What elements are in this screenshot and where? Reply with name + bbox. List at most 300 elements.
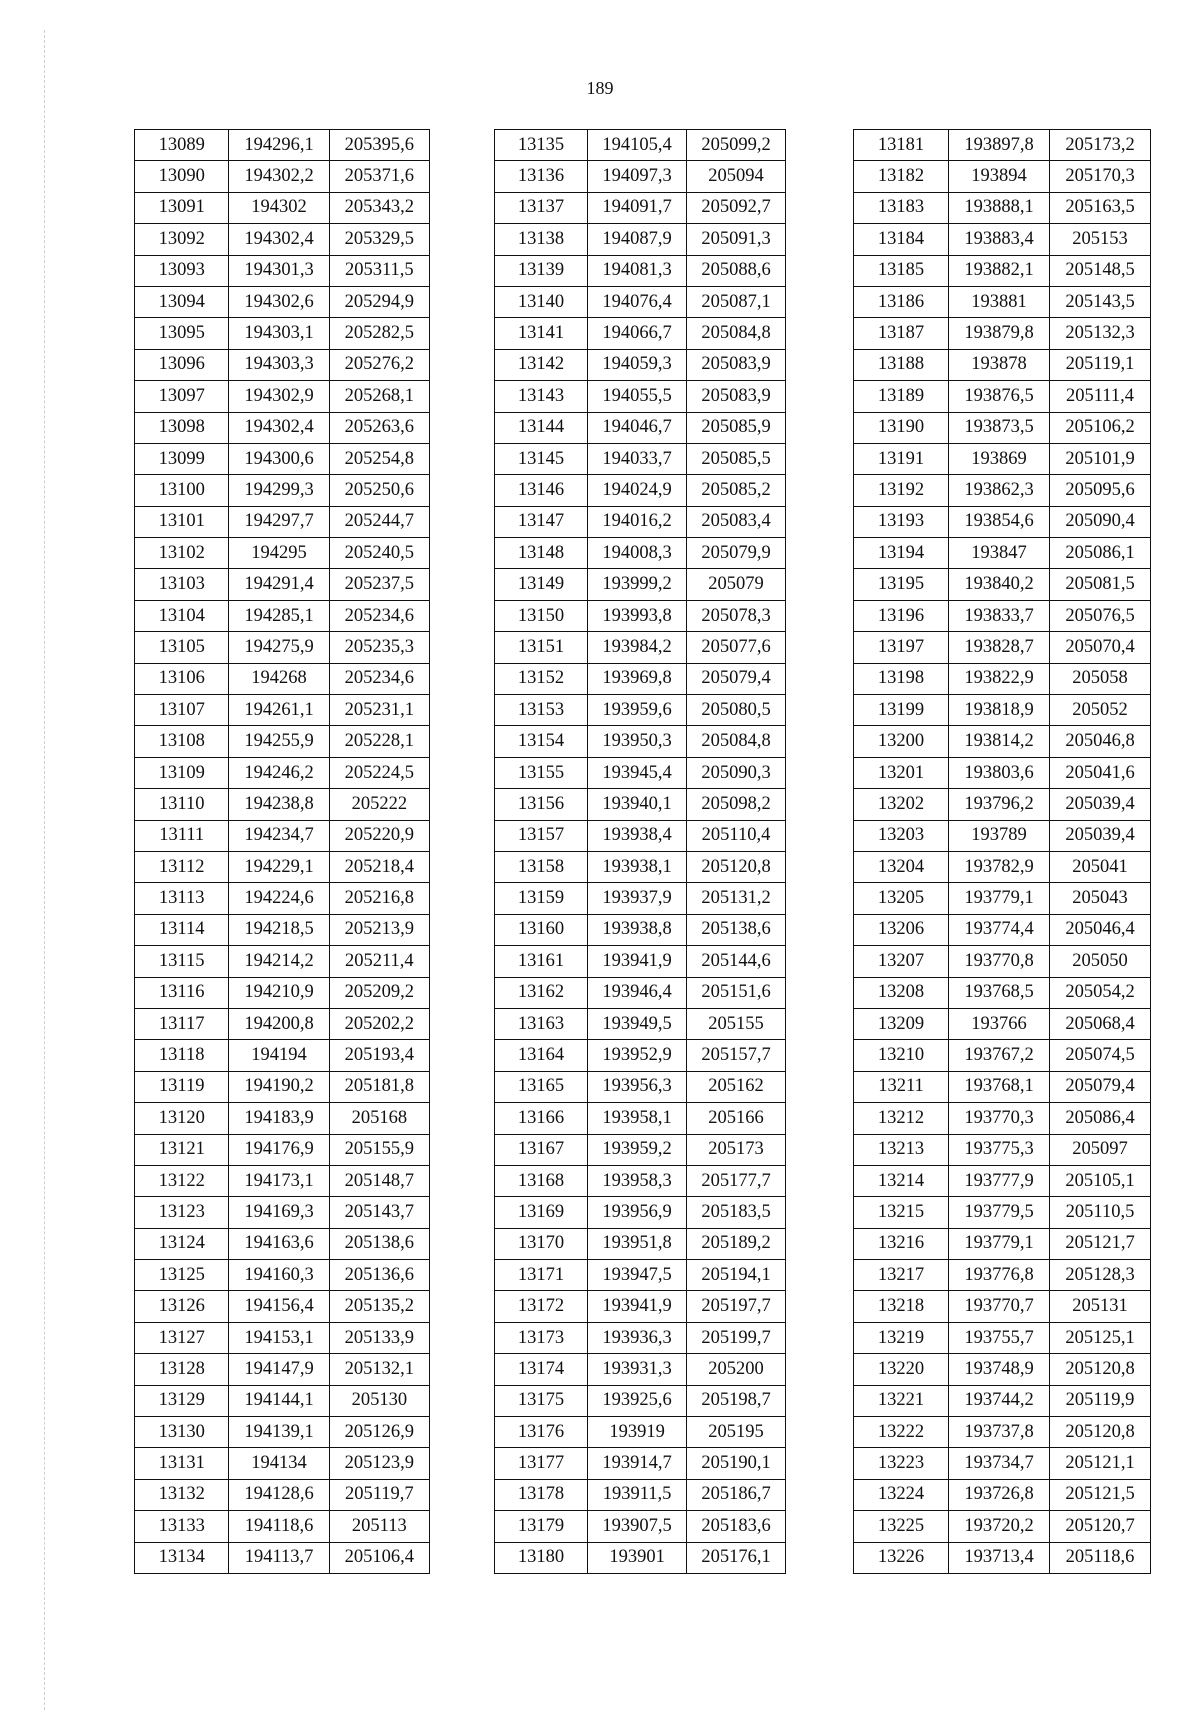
y-coordinate-cell: 205086,4	[1050, 1103, 1151, 1134]
table-row	[135, 851, 430, 882]
table-row	[495, 318, 786, 349]
table-row	[135, 600, 430, 631]
y-coordinate-cell: 205113	[329, 1511, 429, 1542]
x-coordinate-cell: 193833,7	[949, 600, 1050, 631]
table-row	[135, 443, 430, 474]
point-number-cell: 13132	[135, 1479, 229, 1510]
point-number-cell: 13127	[135, 1322, 229, 1353]
table-row	[495, 255, 786, 286]
table-row	[135, 695, 430, 726]
y-coordinate-cell: 205166	[687, 1103, 786, 1134]
y-coordinate-cell: 205119,1	[1050, 349, 1151, 380]
point-number-cell: 13179	[495, 1511, 588, 1542]
point-number-cell: 13204	[854, 851, 949, 882]
y-coordinate-cell: 205092,7	[687, 192, 786, 223]
point-number-cell: 13185	[854, 255, 949, 286]
x-coordinate-cell: 194156,4	[229, 1291, 329, 1322]
table-row	[495, 1354, 786, 1385]
y-coordinate-cell: 205395,6	[329, 130, 429, 161]
table-row	[495, 1008, 786, 1039]
table-row	[854, 1448, 1151, 1479]
y-coordinate-cell: 205268,1	[329, 381, 429, 412]
table-row	[854, 1417, 1151, 1448]
table-row	[495, 695, 786, 726]
point-number-cell: 13094	[135, 286, 229, 317]
table-row	[854, 632, 1151, 663]
table-row	[495, 632, 786, 663]
point-number-cell: 13188	[854, 349, 949, 380]
y-coordinate-cell: 205170,3	[1050, 161, 1151, 192]
point-number-cell: 13176	[495, 1417, 588, 1448]
x-coordinate-cell: 194160,3	[229, 1260, 329, 1291]
point-number-cell: 13134	[135, 1542, 229, 1573]
y-coordinate-cell: 205079,4	[1050, 1071, 1151, 1102]
table-row	[495, 600, 786, 631]
x-coordinate-cell: 194194	[229, 1040, 329, 1071]
point-number-cell: 13216	[854, 1228, 949, 1259]
point-number-cell: 13201	[854, 757, 949, 788]
table-row	[854, 161, 1151, 192]
table-row	[854, 726, 1151, 757]
table-row	[135, 381, 430, 412]
y-coordinate-cell: 205199,7	[687, 1322, 786, 1353]
table-row	[854, 789, 1151, 820]
x-coordinate-cell: 194296,1	[229, 130, 329, 161]
y-coordinate-cell: 205157,7	[687, 1040, 786, 1071]
y-coordinate-cell: 205099,2	[687, 130, 786, 161]
coordinates-table-3	[853, 129, 1151, 1574]
x-coordinate-cell: 193919	[588, 1417, 687, 1448]
point-number-cell: 13205	[854, 883, 949, 914]
y-coordinate-cell: 205250,6	[329, 475, 429, 506]
table-row	[495, 1103, 786, 1134]
y-coordinate-cell: 205198,7	[687, 1385, 786, 1416]
y-coordinate-cell: 205209,2	[329, 977, 429, 1008]
table-row	[495, 914, 786, 945]
y-coordinate-cell: 205276,2	[329, 349, 429, 380]
y-coordinate-cell: 205101,9	[1050, 443, 1151, 474]
table-row	[495, 1417, 786, 1448]
table-row	[495, 1322, 786, 1353]
point-number-cell: 13125	[135, 1260, 229, 1291]
y-coordinate-cell: 205294,9	[329, 286, 429, 317]
point-number-cell: 13111	[135, 820, 229, 851]
point-number-cell: 13102	[135, 538, 229, 569]
y-coordinate-cell: 205039,4	[1050, 820, 1151, 851]
point-number-cell: 13212	[854, 1103, 949, 1134]
table-row	[854, 1103, 1151, 1134]
x-coordinate-cell: 193938,1	[588, 851, 687, 882]
table-row	[135, 632, 430, 663]
x-coordinate-cell: 193958,1	[588, 1103, 687, 1134]
y-coordinate-cell: 205041	[1050, 851, 1151, 882]
x-coordinate-cell: 193993,8	[588, 600, 687, 631]
x-coordinate-cell: 193938,4	[588, 820, 687, 851]
point-number-cell: 13128	[135, 1354, 229, 1385]
table-row	[135, 1511, 430, 1542]
y-coordinate-cell: 205106,2	[1050, 412, 1151, 443]
x-coordinate-cell: 193822,9	[949, 663, 1050, 694]
x-coordinate-cell: 193959,2	[588, 1134, 687, 1165]
table-row	[495, 1197, 786, 1228]
point-number-cell: 13161	[495, 946, 588, 977]
y-coordinate-cell: 205085,2	[687, 475, 786, 506]
table-row	[135, 757, 430, 788]
table-row	[135, 883, 430, 914]
point-number-cell: 13163	[495, 1008, 588, 1039]
x-coordinate-cell: 194268	[229, 663, 329, 694]
x-coordinate-cell: 194139,1	[229, 1417, 329, 1448]
table-row	[135, 1008, 430, 1039]
point-number-cell: 13106	[135, 663, 229, 694]
y-coordinate-cell: 205058	[1050, 663, 1151, 694]
point-number-cell: 13206	[854, 914, 949, 945]
x-coordinate-cell: 193937,9	[588, 883, 687, 914]
table-row	[135, 349, 430, 380]
y-coordinate-cell: 205176,1	[687, 1542, 786, 1573]
x-coordinate-cell: 193782,9	[949, 851, 1050, 882]
point-number-cell: 13186	[854, 286, 949, 317]
point-number-cell: 13149	[495, 569, 588, 600]
x-coordinate-cell: 194224,6	[229, 883, 329, 914]
table-row	[495, 349, 786, 380]
table-row	[854, 443, 1151, 474]
table-row	[135, 130, 430, 161]
y-coordinate-cell: 205110,5	[1050, 1197, 1151, 1228]
y-coordinate-cell: 205371,6	[329, 161, 429, 192]
x-coordinate-cell: 193847	[949, 538, 1050, 569]
table-row	[135, 1385, 430, 1416]
y-coordinate-cell: 205078,3	[687, 600, 786, 631]
point-number-cell: 13197	[854, 632, 949, 663]
point-number-cell: 13224	[854, 1479, 949, 1510]
y-coordinate-cell: 205083,4	[687, 506, 786, 537]
y-coordinate-cell: 205135,2	[329, 1291, 429, 1322]
x-coordinate-cell: 194105,4	[588, 130, 687, 161]
point-number-cell: 13101	[135, 506, 229, 537]
x-coordinate-cell: 194091,7	[588, 192, 687, 223]
y-coordinate-cell: 205148,5	[1050, 255, 1151, 286]
table-row	[854, 851, 1151, 882]
table-row	[135, 946, 430, 977]
table-row	[135, 1479, 430, 1510]
y-coordinate-cell: 205183,5	[687, 1197, 786, 1228]
point-number-cell: 13100	[135, 475, 229, 506]
table-row	[135, 1542, 430, 1573]
point-number-cell: 13210	[854, 1040, 949, 1071]
table-row	[135, 286, 430, 317]
point-number-cell: 13147	[495, 506, 588, 537]
point-number-cell: 13110	[135, 789, 229, 820]
table-row	[135, 1103, 430, 1134]
y-coordinate-cell: 205120,8	[1050, 1354, 1151, 1385]
table-row	[495, 1071, 786, 1102]
point-number-cell: 13158	[495, 851, 588, 882]
y-coordinate-cell: 205231,1	[329, 695, 429, 726]
point-number-cell: 13117	[135, 1008, 229, 1039]
y-coordinate-cell: 205148,7	[329, 1165, 429, 1196]
point-number-cell: 13119	[135, 1071, 229, 1102]
point-number-cell: 13123	[135, 1197, 229, 1228]
table-row	[495, 1448, 786, 1479]
table-row	[854, 192, 1151, 223]
point-number-cell: 13211	[854, 1071, 949, 1102]
table-row	[135, 538, 430, 569]
point-number-cell: 13164	[495, 1040, 588, 1071]
x-coordinate-cell: 193869	[949, 443, 1050, 474]
y-coordinate-cell: 205098,2	[687, 789, 786, 820]
x-coordinate-cell: 194134	[229, 1448, 329, 1479]
table-row	[135, 1354, 430, 1385]
x-coordinate-cell: 193713,4	[949, 1542, 1050, 1573]
y-coordinate-cell: 205091,3	[687, 224, 786, 255]
point-number-cell: 13148	[495, 538, 588, 569]
point-number-cell: 13104	[135, 600, 229, 631]
y-coordinate-cell: 205121,1	[1050, 1448, 1151, 1479]
x-coordinate-cell: 194301,3	[229, 255, 329, 286]
table-row	[854, 1197, 1151, 1228]
y-coordinate-cell: 205052	[1050, 695, 1151, 726]
table-row	[495, 1134, 786, 1165]
y-coordinate-cell: 205070,4	[1050, 632, 1151, 663]
x-coordinate-cell: 193941,9	[588, 946, 687, 977]
x-coordinate-cell: 193770,3	[949, 1103, 1050, 1134]
x-coordinate-cell: 194229,1	[229, 851, 329, 882]
x-coordinate-cell: 193854,6	[949, 506, 1050, 537]
table-row	[135, 1260, 430, 1291]
y-coordinate-cell: 205138,6	[329, 1228, 429, 1259]
point-number-cell: 13095	[135, 318, 229, 349]
point-number-cell: 13146	[495, 475, 588, 506]
point-number-cell: 13114	[135, 914, 229, 945]
y-coordinate-cell: 205143,7	[329, 1197, 429, 1228]
point-number-cell: 13203	[854, 820, 949, 851]
x-coordinate-cell: 194183,9	[229, 1103, 329, 1134]
point-number-cell: 13144	[495, 412, 588, 443]
y-coordinate-cell: 205111,4	[1050, 381, 1151, 412]
table-row	[854, 1291, 1151, 1322]
point-number-cell: 13142	[495, 349, 588, 380]
y-coordinate-cell: 205128,3	[1050, 1260, 1151, 1291]
x-coordinate-cell: 194302,2	[229, 161, 329, 192]
y-coordinate-cell: 205041,6	[1050, 757, 1151, 788]
table-row	[854, 757, 1151, 788]
x-coordinate-cell: 193768,1	[949, 1071, 1050, 1102]
x-coordinate-cell: 194144,1	[229, 1385, 329, 1416]
table-row	[135, 1165, 430, 1196]
y-coordinate-cell: 205085,9	[687, 412, 786, 443]
table-row	[135, 1228, 430, 1259]
table-row	[854, 255, 1151, 286]
table-row	[854, 1165, 1151, 1196]
x-coordinate-cell: 194297,7	[229, 506, 329, 537]
y-coordinate-cell: 205094	[687, 161, 786, 192]
point-number-cell: 13105	[135, 632, 229, 663]
y-coordinate-cell: 205234,6	[329, 600, 429, 631]
y-coordinate-cell: 205136,6	[329, 1260, 429, 1291]
point-number-cell: 13126	[135, 1291, 229, 1322]
y-coordinate-cell: 205081,5	[1050, 569, 1151, 600]
table-row	[854, 1134, 1151, 1165]
table-row	[135, 224, 430, 255]
y-coordinate-cell: 205090,4	[1050, 506, 1151, 537]
table-row	[854, 538, 1151, 569]
table-row	[495, 1291, 786, 1322]
point-number-cell: 13154	[495, 726, 588, 757]
x-coordinate-cell: 193766	[949, 1008, 1050, 1039]
table-row	[135, 161, 430, 192]
y-coordinate-cell: 205132,3	[1050, 318, 1151, 349]
x-coordinate-cell: 193883,4	[949, 224, 1050, 255]
point-number-cell: 13207	[854, 946, 949, 977]
table-row	[854, 1228, 1151, 1259]
point-number-cell: 13089	[135, 130, 229, 161]
point-number-cell: 13222	[854, 1417, 949, 1448]
x-coordinate-cell: 193777,9	[949, 1165, 1050, 1196]
point-number-cell: 13121	[135, 1134, 229, 1165]
table-row	[135, 569, 430, 600]
x-coordinate-cell: 193956,3	[588, 1071, 687, 1102]
x-coordinate-cell: 193779,5	[949, 1197, 1050, 1228]
y-coordinate-cell: 205186,7	[687, 1479, 786, 1510]
x-coordinate-cell: 193734,7	[949, 1448, 1050, 1479]
table-row	[135, 820, 430, 851]
table-row	[854, 349, 1151, 380]
y-coordinate-cell: 205173	[687, 1134, 786, 1165]
table-row	[495, 1511, 786, 1542]
x-coordinate-cell: 193862,3	[949, 475, 1050, 506]
y-coordinate-cell: 205046,8	[1050, 726, 1151, 757]
coordinates-table-1	[134, 129, 430, 1574]
table-row	[135, 318, 430, 349]
y-coordinate-cell: 205097	[1050, 1134, 1151, 1165]
y-coordinate-cell: 205110,4	[687, 820, 786, 851]
x-coordinate-cell: 194261,1	[229, 695, 329, 726]
y-coordinate-cell: 205123,9	[329, 1448, 429, 1479]
table-row	[495, 192, 786, 223]
point-number-cell: 13195	[854, 569, 949, 600]
point-number-cell: 13141	[495, 318, 588, 349]
point-number-cell: 13150	[495, 600, 588, 631]
x-coordinate-cell: 193818,9	[949, 695, 1050, 726]
x-coordinate-cell: 194285,1	[229, 600, 329, 631]
point-number-cell: 13118	[135, 1040, 229, 1071]
x-coordinate-cell: 193931,3	[588, 1354, 687, 1385]
x-coordinate-cell: 193894	[949, 161, 1050, 192]
y-coordinate-cell: 205085,5	[687, 443, 786, 474]
y-coordinate-cell: 205131,2	[687, 883, 786, 914]
point-number-cell: 13223	[854, 1448, 949, 1479]
point-number-cell: 13097	[135, 381, 229, 412]
y-coordinate-cell: 205043	[1050, 883, 1151, 914]
table-row	[495, 883, 786, 914]
y-coordinate-cell: 205076,5	[1050, 600, 1151, 631]
y-coordinate-cell: 205125,1	[1050, 1322, 1151, 1353]
y-coordinate-cell: 205218,4	[329, 851, 429, 882]
table-row	[854, 130, 1151, 161]
table-row	[854, 1385, 1151, 1416]
y-coordinate-cell: 205080,5	[687, 695, 786, 726]
table-row	[854, 318, 1151, 349]
table-row	[135, 663, 430, 694]
y-coordinate-cell: 205079	[687, 569, 786, 600]
x-coordinate-cell: 193947,5	[588, 1260, 687, 1291]
x-coordinate-cell: 193744,2	[949, 1385, 1050, 1416]
point-number-cell: 13116	[135, 977, 229, 1008]
point-number-cell: 13217	[854, 1260, 949, 1291]
scan-margin-line	[44, 30, 45, 1710]
x-coordinate-cell: 193925,6	[588, 1385, 687, 1416]
table-row	[495, 412, 786, 443]
point-number-cell: 13221	[854, 1385, 949, 1416]
point-number-cell: 13103	[135, 569, 229, 600]
table-row	[495, 161, 786, 192]
point-number-cell: 13091	[135, 192, 229, 223]
point-number-cell: 13135	[495, 130, 588, 161]
x-coordinate-cell: 193879,8	[949, 318, 1050, 349]
y-coordinate-cell: 205216,8	[329, 883, 429, 914]
table-row	[854, 1511, 1151, 1542]
table-row	[135, 1134, 430, 1165]
x-coordinate-cell: 194302,6	[229, 286, 329, 317]
y-coordinate-cell: 205077,6	[687, 632, 786, 663]
y-coordinate-cell: 205183,6	[687, 1511, 786, 1542]
point-number-cell: 13178	[495, 1479, 588, 1510]
x-coordinate-cell: 194291,4	[229, 569, 329, 600]
point-number-cell: 13177	[495, 1448, 588, 1479]
y-coordinate-cell: 205119,7	[329, 1479, 429, 1510]
y-coordinate-cell: 205222	[329, 789, 429, 820]
y-coordinate-cell: 205202,2	[329, 1008, 429, 1039]
coordinates-table-2	[494, 129, 786, 1574]
table-row	[495, 381, 786, 412]
x-coordinate-cell: 193768,5	[949, 977, 1050, 1008]
table-row	[854, 695, 1151, 726]
point-number-cell: 13098	[135, 412, 229, 443]
y-coordinate-cell: 205121,7	[1050, 1228, 1151, 1259]
y-coordinate-cell: 205200	[687, 1354, 786, 1385]
table-row	[854, 1354, 1151, 1385]
x-coordinate-cell: 193876,5	[949, 381, 1050, 412]
x-coordinate-cell: 194275,9	[229, 632, 329, 663]
point-number-cell: 13152	[495, 663, 588, 694]
point-number-cell: 13174	[495, 1354, 588, 1385]
x-coordinate-cell: 193969,8	[588, 663, 687, 694]
x-coordinate-cell: 193888,1	[949, 192, 1050, 223]
point-number-cell: 13157	[495, 820, 588, 851]
y-coordinate-cell: 205240,5	[329, 538, 429, 569]
point-number-cell: 13168	[495, 1165, 588, 1196]
x-coordinate-cell: 193940,1	[588, 789, 687, 820]
y-coordinate-cell: 205133,9	[329, 1322, 429, 1353]
point-number-cell: 13137	[495, 192, 588, 223]
y-coordinate-cell: 205224,5	[329, 757, 429, 788]
table-row	[135, 1040, 430, 1071]
x-coordinate-cell: 193726,8	[949, 1479, 1050, 1510]
x-coordinate-cell: 194076,4	[588, 286, 687, 317]
point-number-cell: 13145	[495, 443, 588, 474]
x-coordinate-cell: 193999,2	[588, 569, 687, 600]
y-coordinate-cell: 205087,1	[687, 286, 786, 317]
y-coordinate-cell: 205090,3	[687, 757, 786, 788]
x-coordinate-cell: 193796,2	[949, 789, 1050, 820]
y-coordinate-cell: 205228,1	[329, 726, 429, 757]
table-row	[135, 255, 430, 286]
x-coordinate-cell: 193952,9	[588, 1040, 687, 1071]
x-coordinate-cell: 193720,2	[949, 1511, 1050, 1542]
point-number-cell: 13198	[854, 663, 949, 694]
x-coordinate-cell: 194302,4	[229, 224, 329, 255]
